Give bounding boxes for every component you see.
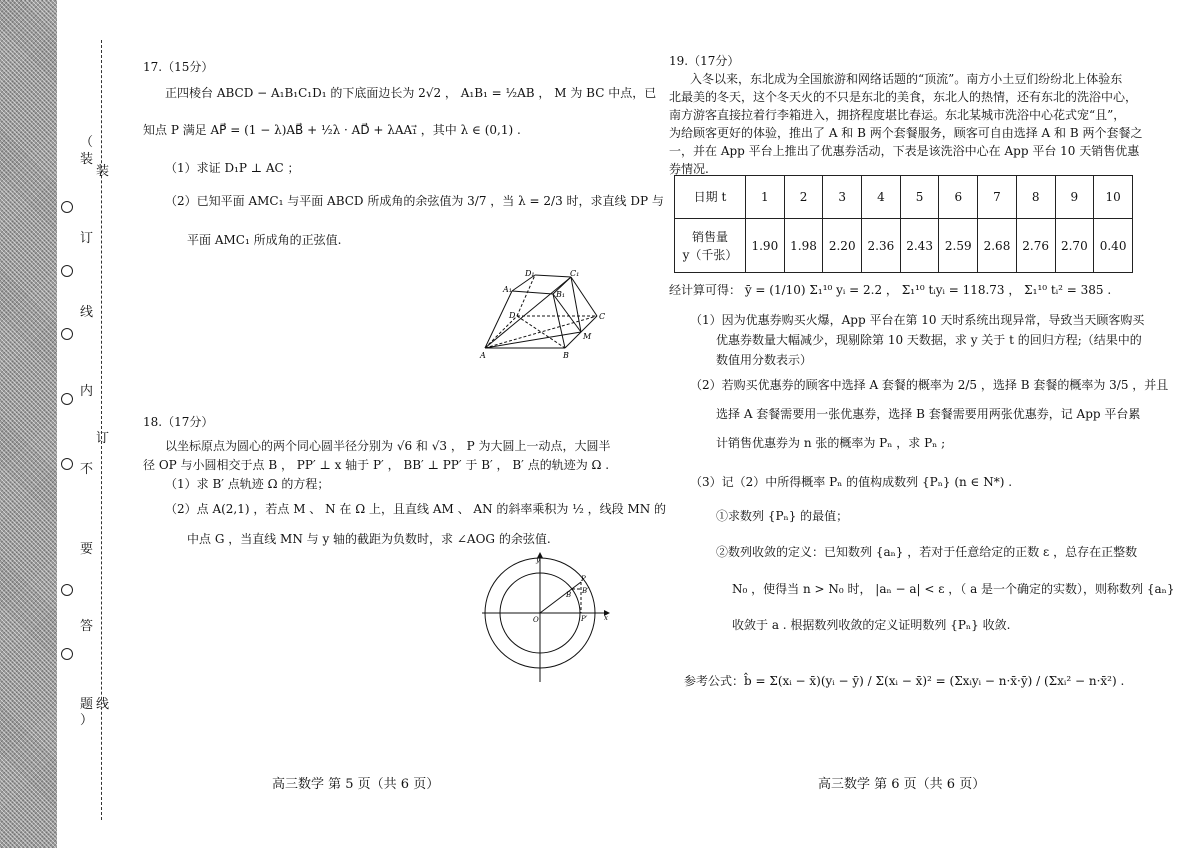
q18-line1: 以坐标原点为圆心的两个同心圆半径分别为 √6 和 √3 ， P 为大圆上一动点，大圆半	[165, 439, 611, 453]
table-cell: 1	[746, 176, 785, 219]
binding-char: 内	[80, 384, 94, 399]
q18-header: 18.（17分）	[143, 415, 214, 429]
table-cell: 1.90	[746, 219, 785, 273]
q17-part2b: 平面 AMC₁ 所成角的正弦值.	[187, 233, 342, 247]
table-cell: 2.43	[900, 219, 939, 273]
q19-intro-line: 券情况.	[669, 162, 709, 176]
table-header-cell: 日期 t	[675, 176, 746, 219]
table-cell: 4	[862, 176, 901, 219]
binding-char: 答	[80, 619, 94, 634]
frustum-label: C₁	[570, 269, 580, 278]
frustum-label: M	[583, 332, 592, 341]
binding-char: 不	[80, 462, 94, 477]
table-row	[675, 176, 1133, 219]
formula-label: 参考公式：	[684, 674, 745, 688]
circle-label: B	[566, 591, 572, 599]
table-cell: 3	[823, 176, 862, 219]
q19-p1-line: 数值用分数表示）	[716, 353, 813, 367]
table-cell: 2.20	[823, 219, 862, 273]
q19-p2-line: 计销售优惠券为 n 张的概率为 Pₙ ，求 Pₙ ;	[716, 436, 946, 450]
circle-label: O	[533, 616, 539, 624]
table-cell: 10	[1094, 176, 1133, 219]
binding-char: 装	[96, 164, 110, 179]
table-cell: 7	[978, 176, 1017, 219]
right-footer: 高三数学 第 6 页（共 6 页）	[818, 777, 986, 792]
table-cell: 6	[939, 176, 978, 219]
q17-part1: （1）求证 D₁P ⊥ AC ；	[165, 161, 300, 175]
q19-intro-line: 北最美的冬天，这个冬天火的不只是东北的美食，东北人的热情，还有东北的洗浴中心，	[669, 90, 1138, 104]
binding-char: 订	[80, 231, 94, 246]
frustum-label: C	[599, 312, 606, 321]
q17-line2: 知点 P 满足 AP⃗ = (1 − λ)AB⃗ + ½λ · AD⃗ + λAA₁⃗ ，其中 λ ∈ (0,1) .	[143, 123, 521, 137]
frustum-label: A₁	[503, 285, 512, 294]
table-cell: 1.98	[784, 219, 823, 273]
binding-char: （	[80, 135, 94, 150]
q19-p2-line: （2）若购买优惠券的顾客中选择 A 套餐的概率为 2/5 ，选择 B 套餐的概率为 3/5 ，并且	[690, 378, 1169, 392]
sales-table	[674, 175, 1133, 273]
q19-intro-line: 一，并在 App 平台上推出了优惠券活动，下表是该洗浴中心在 App 平台 10 天销售优惠	[669, 144, 1140, 158]
table-cell: 2.68	[978, 219, 1017, 273]
table-header-cell	[675, 219, 746, 273]
table-cell: 0.40	[1094, 219, 1133, 273]
binding-char: 题	[80, 697, 94, 712]
table-cell: 5	[900, 176, 939, 219]
q19-p3: （3）记（2）中所得概率 Pₙ 的值构成数列 {Pₙ} (n ∈ N*) .	[690, 475, 1013, 489]
binding-char: ）	[80, 713, 94, 728]
q18-part1: （1）求 B′ 点轨迹 Ω 的方程；	[165, 477, 330, 491]
q19-p3b-line: N₀ ，使得当 n > N₀ 时， |aₙ − a| < ε ，（ a 是一个确定的实数），则称数列 {aₙ}	[732, 582, 1175, 596]
q18-part2b: 中点 G ，当直线 MN 与 y 轴的截距为负数时，求 ∠AOG 的余弦值.	[187, 532, 551, 546]
frustum-label: A	[480, 351, 486, 360]
binding-char: 订	[96, 431, 110, 446]
table-cell: 2	[784, 176, 823, 219]
q18-part2a: （2）点 A(2,1) ，若点 M 、 N 在 Ω 上，且直线 AM 、 AN 的斜率乘积为 ½ ，线段 MN 的	[165, 502, 667, 516]
binding-char: 要	[80, 542, 94, 557]
q19-p2-line: 选择 A 套餐需要用一张优惠券，选择 B 套餐需要用两张优惠券，记 App 平台累	[716, 407, 1141, 421]
q19-p1-line: 优惠券数量大幅减少，现剔除第 10 天数据，求 y 关于 t 的回归方程;（结果中的	[716, 333, 1142, 347]
table-cell: 2.76	[1016, 219, 1055, 273]
q19-intro-line: 南方游客直接拉着行李箱进入，拥挤程度堪比春运。东北某城市洗浴中心花式宠“且”，	[669, 108, 1126, 122]
q18-line2: 径 OP 与小圆相交于点 B ， PP′ ⊥ x 轴于 P′ ， BB′ ⊥ PP′ 于 B′ ， B′ 点的轨迹为 Ω .	[143, 458, 610, 472]
q17-line1: 正四棱台 ABCD − A₁B₁C₁D₁ 的下底面边长为 2√2 ， A₁B₁ = ½AB ， M 为 BC 中点，已	[165, 86, 657, 100]
q17-part2a: （2）已知平面 AMC₁ 与平面 ABCD 所成角的余弦值为 3/7 ，当 λ = 2/3 时，求直线 DP 与	[165, 194, 664, 208]
q19-intro-line: 为给顾客更好的体验，推出了 A 和 B 两个套餐服务，顾客可自由选择 A 和 B 两个套餐之	[669, 126, 1143, 140]
table-row	[675, 219, 1133, 273]
q19-header: 19.（17分）	[669, 54, 740, 68]
table-header-line: y（千张）	[682, 247, 738, 262]
frustum-label: B	[563, 351, 569, 360]
frustum-label: D	[509, 311, 516, 320]
binding-char: 装	[80, 152, 94, 167]
q19-intro-line: 入冬以来，东北成为全国旅游和网络话题的“顶流”。南方小土豆们纷纷北上体验东	[690, 72, 1123, 86]
circle-label: P′	[581, 615, 588, 623]
binding-char: 线	[80, 305, 94, 320]
regression-formula: b̂ = Σ(xᵢ − x̄)(yᵢ − ȳ) / Σ(xᵢ − x̄)² = (Σxᵢyᵢ − n·x̄·ȳ) / (Σxᵢ² − n·x̄²) .	[744, 674, 1125, 688]
table-header-line: 销售量	[691, 229, 728, 244]
circle-label: x	[604, 614, 608, 622]
frustum-label: B₁	[556, 290, 566, 299]
q19-p3b-line: ②数列收敛的定义：已知数列 {aₙ} ，若对于任意给定的正数 ε ，总存在正整数	[716, 545, 1138, 559]
circle-label: P	[581, 575, 586, 583]
frustum-label: D₁	[525, 269, 535, 278]
circle-label: y	[536, 556, 540, 564]
q17-header: 17.（15分）	[143, 60, 214, 74]
table-cell: 2.59	[939, 219, 978, 273]
q19-p1-line: （1）因为优惠券购买火爆，App 平台在第 10 天时系统出现异常，导致当天顾客购买	[690, 313, 1145, 327]
q19-p3b-line: 收敛于 a . 根据数列收敛的定义证明数列 {Pₙ} 收敛.	[732, 618, 1011, 632]
table-cell: 9	[1055, 176, 1094, 219]
q19-calc: 经计算可得： ȳ = (1/10) Σ₁¹⁰ yᵢ = 2.2 ， Σ₁¹⁰ tᵢyᵢ = 118.73 ， Σ₁¹⁰ tᵢ² = 385 .	[669, 283, 1112, 297]
left-footer: 高三数学 第 5 页（共 6 页）	[272, 777, 440, 792]
table-cell: 2.36	[862, 219, 901, 273]
binding-char: 线	[96, 697, 110, 712]
table-cell: 2.70	[1055, 219, 1094, 273]
table-cell: 8	[1016, 176, 1055, 219]
q19-p3a: ①求数列 {Pₙ} 的最值；	[716, 509, 849, 523]
circle-label: B′	[582, 587, 589, 595]
